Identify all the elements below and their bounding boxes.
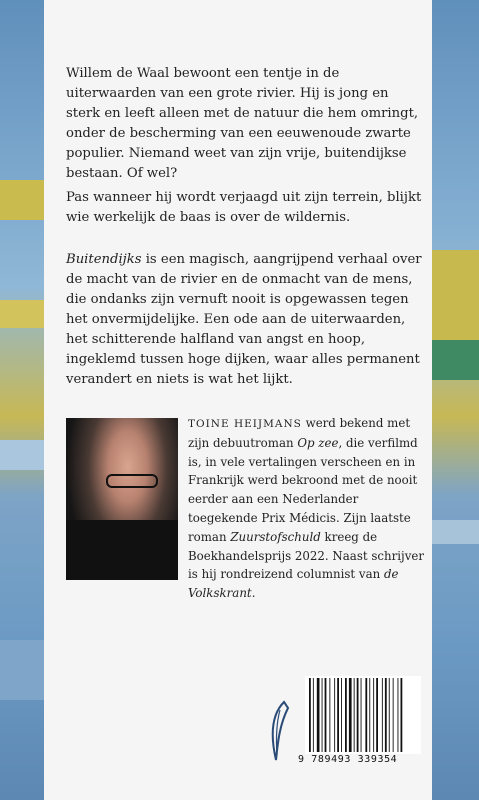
barcode-bar (369, 678, 370, 752)
barcode-bar (365, 678, 367, 752)
author-photo (66, 418, 178, 580)
barcode-bar (317, 678, 320, 752)
blurb-paragraph-3-text: is een magisch, aangrijpend verhaal over de macht van de rivier en de onmacht van de mens, die ondanks zijn vernuft nooit is opgewassen tegen het onvermijdelijke. Een ode aan de uiterwaarden, het schitterende halfland van angst en hoop, ingeklemd tussen hoge dijken, waar alles permanent verandert en niets is wat het lijkt. (66, 252, 422, 387)
barcode-bar (361, 678, 362, 752)
barcode-bar (393, 678, 394, 752)
bio-book-2: Zuurstofschuld (230, 529, 321, 544)
bio-text-2: , die verfilmd is, in vele vertalingen verscheen en in Frankrijk werd bekroond met de nooit eerder aan een Nederlander toegekende Prix Médicis. Zijn laatste roman (188, 435, 418, 544)
barcode-bar (349, 678, 352, 752)
barcode-bar (373, 678, 374, 752)
isbn-number: 9 789493 339354 (298, 754, 398, 765)
bio-newspaper: de Volkskrant (188, 567, 399, 601)
bio-book-1: Op zee (297, 435, 339, 450)
barcode-bar (329, 678, 330, 752)
glasses-shape (106, 474, 158, 488)
barcode-bar (309, 678, 311, 752)
bio-text-3: kreeg de Boekhandelsprijs 2022. Naast schrijver is hij rondreizend columnist van (188, 529, 424, 582)
barcode-bar (354, 678, 355, 752)
bio-text-4: . (251, 586, 256, 601)
barcode-icon (305, 676, 421, 754)
barcode-bar (389, 678, 390, 752)
author-name: TOINE HEIJMANS (188, 418, 302, 430)
barcode-bar (334, 678, 335, 752)
barcode-bar (382, 678, 383, 752)
book-title: Buitendijks (66, 252, 142, 267)
barcode-bar (313, 678, 314, 752)
barcode-bar (345, 678, 347, 752)
barcode-bar (322, 678, 323, 752)
blurb-paragraph-1: Willem de Waal bewoont een tentje in de uiterwaarden van een grote rivier. Hij is jong en sterk en leeft alleen met de natuur die hem omringt, onder de bescherming van een eeuwenoude zwarte populier. Niemand weet van zijn vrije, buitendijkse bestaan. Of wel? (66, 66, 419, 181)
barcode-bar (337, 678, 339, 752)
author-bio (188, 414, 426, 603)
barcode-bar (357, 678, 359, 752)
barcode-bar (385, 678, 387, 752)
publisher-quill-icon (266, 700, 290, 762)
barcode-bar (341, 678, 342, 752)
blurb-paragraph-2: Pas wanneer hij wordt verjaagd uit zijn terrein, blijkt wie werkelijk de baas is over de wildernis. (66, 190, 422, 225)
barcode-bar (376, 678, 378, 752)
barcode-bar (401, 678, 403, 752)
blurb-paragraph-3 (66, 250, 426, 390)
bio-text-1: werd bekend met zijn debuutroman (188, 416, 411, 450)
shirt-shape (66, 520, 178, 580)
barcode-bar (398, 678, 399, 752)
barcode-bar (325, 678, 327, 752)
